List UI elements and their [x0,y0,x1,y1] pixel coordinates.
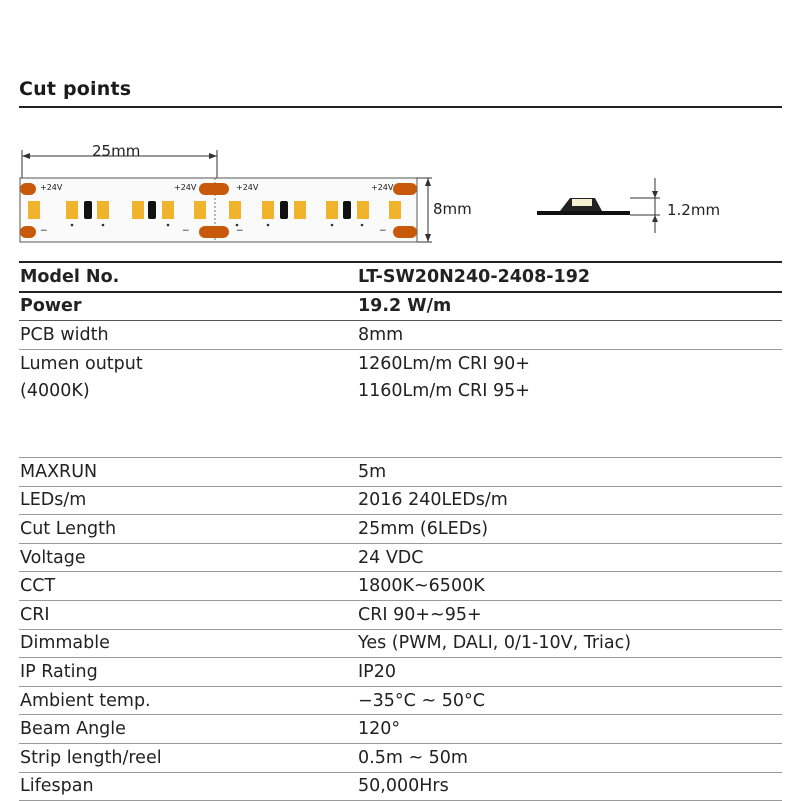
spec-key: CRI [19,605,358,625]
spec-value: −35°C ~ 50°C [358,691,485,711]
table-row [19,601,782,630]
spec-value: 1260Lm/m CRI 90+ [358,354,530,374]
spec-value: 1160Lm/m CRI 95+ [358,381,530,401]
table-row [19,544,782,573]
spec-key: Voltage [19,548,358,568]
pad-label: +24V [40,183,62,192]
spec-key: LEDs/m [19,490,358,510]
spec-value: 2016 240LEDs/m [358,490,508,510]
spec-key: Power [19,296,358,316]
table-row [19,458,782,487]
spec-key: Model No. [19,267,358,287]
table-row [19,658,782,687]
minus-label: − [379,226,387,236]
minus-label: − [236,226,244,236]
table-row-model [19,263,782,293]
spec-value: LT-SW20N240-2408-192 [358,267,590,287]
pad-label: +24V [371,183,393,192]
spec-key: Strip length/reel [19,748,358,768]
spec-value: IP20 [358,662,396,682]
spec-key: Dimmable [19,633,358,653]
table-row [19,515,782,544]
table-row-lumen-2 [19,377,782,405]
spec-key: Beam Angle [19,719,358,739]
spec-key: IP Rating [19,662,358,682]
minus-label: − [40,226,48,236]
spec-key: (4000K) [19,381,358,401]
spec-table [19,261,782,801]
height-dimension: 1.2mm [667,201,720,219]
table-row [19,487,782,516]
width-dimension: 8mm [433,200,472,218]
pad-label: +24V [174,183,196,192]
spec-value: Yes (PWM, DALI, 0/1-10V, Triac) [358,633,631,653]
table-row [19,630,782,659]
spec-value: 5m [358,462,386,482]
pad-label: +24V [236,183,258,192]
spec-value: 24 VDC [358,548,424,568]
spec-value: 19.2 W/m [358,296,451,316]
table-gap [19,405,782,458]
spec-value: 8mm [358,325,403,345]
spec-key: Ambient temp. [19,691,358,711]
spec-key: MAXRUN [19,462,358,482]
cut-length-dimension: 25mm [92,142,140,160]
title-divider [19,106,782,108]
table-row-pcb [19,321,782,350]
spec-key: Lifespan [19,776,358,796]
table-row [19,572,782,601]
table-row-power [19,293,782,322]
spec-value: 1800K~6500K [358,576,485,596]
table-row [19,715,782,744]
spec-key: Cut Length [19,519,358,539]
spec-rows [19,458,782,801]
spec-value: 120° [358,719,400,739]
spec-key: Lumen output [19,354,358,374]
spec-value: 0.5m ~ 50m [358,748,468,768]
spec-key: CCT [19,576,358,596]
spec-value: 25mm (6LEDs) [358,519,488,539]
spec-key: PCB width [19,325,358,345]
table-row [19,773,782,801]
spec-value: 50,000Hrs [358,776,449,796]
table-row-lumen-1 [19,350,782,378]
section-title: Cut points [19,78,131,100]
minus-label: − [182,226,190,236]
spec-value: CRI 90+~95+ [358,605,482,625]
table-row [19,687,782,716]
table-row [19,744,782,773]
